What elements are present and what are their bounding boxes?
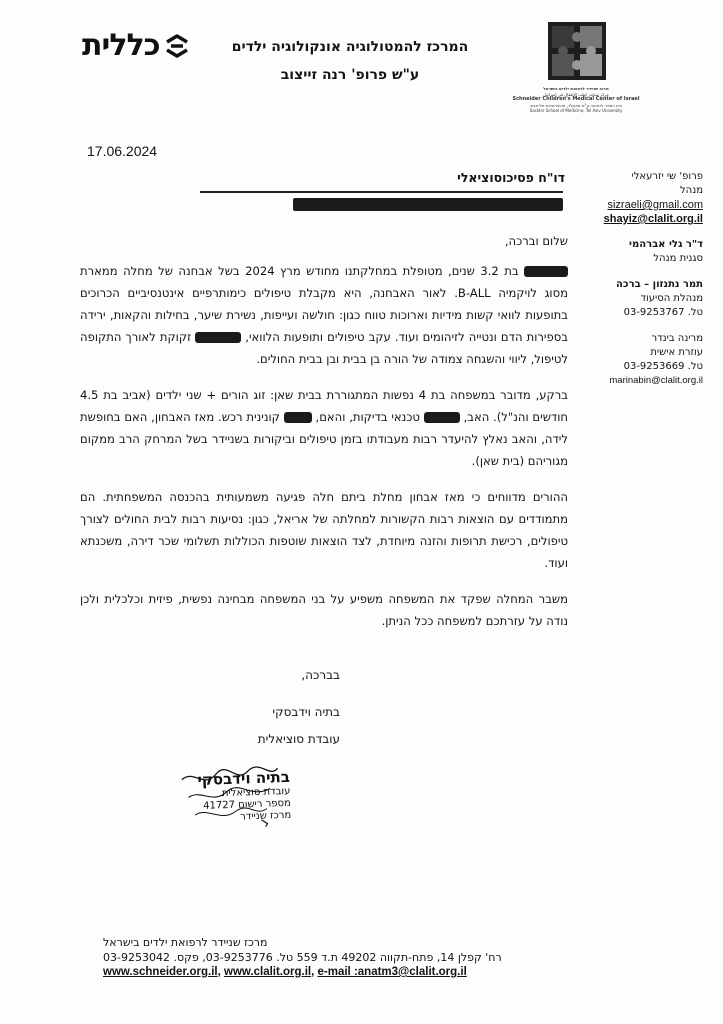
paragraph-diagnosis: [80, 260, 568, 370]
paragraph-finances: ההורים מדווחים כי מאז אבחון מחלת ביתם חלה פגיעה משמעותית בהכנסה המשפחתית. הם מתמודדים עם הוצאות רבות הקשורות למחלתה של אריאל, כגון: נסיעות רבות לבית החולים לצורך טיפולים, רכישת תרופות והזנה מיוחדת, לצד הוצאות שוטפות הכוללות תשלומי שכר דירה, משכנתא ועוד.: [80, 490, 568, 570]
nurse-phone: טל. 03-9253767: [623, 307, 703, 318]
puzzle-icon: [548, 22, 606, 80]
greeting: שלום וברכה,: [504, 234, 568, 248]
director-name: פרופ' שי יזרעאלי: [631, 171, 703, 182]
sidebar-assistant: [585, 332, 703, 388]
staff-sidebar: [585, 170, 703, 400]
footer-email[interactable]: e-mail :anatm3@clalit.org.il: [317, 966, 467, 978]
department-title-line2: ע"ש פרופ' רנה זייצוב: [280, 67, 420, 83]
redaction-mother-name: [284, 412, 312, 423]
letter-footer: [103, 935, 523, 980]
sidebar-director: [585, 170, 703, 226]
subject-underline: [200, 191, 563, 193]
schneider-logo-caption: [510, 86, 642, 114]
letter-date: 17.06.2024: [87, 143, 158, 159]
schneider-caption-affiliation-he: בית הספר לרפואה ע"ש סאקלר, אוניברסיטת תל-אביב: [529, 102, 622, 108]
paragraph-request: משבר המחלה שפקד את המשפחה משפיע על בני המשפחה מבחינה נפשית, פיזית וכלכלית ולכן נודה על עזרתכם למשפחה ככל הניתן.: [80, 592, 568, 628]
social-worker-stamp: [164, 768, 293, 852]
footer-address: רח' קפלן 14, פתח-תקווה 49202 ת.ד 559 טל. 03-9253776, פקס. 03-9253042: [103, 951, 502, 964]
signer-name: בתיה וידבסקי: [272, 705, 340, 719]
clalit-logo-text: כללית: [82, 28, 160, 63]
department-title-line1: המרכז להמטולוגיה אונקולוגיה ילדים: [231, 39, 469, 55]
clalit-logo: [82, 28, 190, 63]
sidebar-nursing: [585, 278, 703, 320]
signer-title: עובדת סוציאלית: [257, 732, 340, 746]
stamp-name: בתיה וידבסקי: [197, 767, 291, 790]
redaction-father-name: [424, 412, 460, 423]
footer-link-clalit[interactable]: www.clalit.org.il: [224, 966, 312, 978]
subject-redaction: [293, 198, 563, 211]
schneider-caption-affiliation-en: Sackler School of Medicine, Tel Aviv University: [529, 108, 623, 113]
letter-subject: [200, 165, 565, 191]
redaction-child-name-2: [195, 332, 241, 343]
nurse-name: תמר נתנזון – ברכה: [616, 279, 703, 290]
paragraph-background: [80, 384, 568, 472]
assistant-email[interactable]: marinabin@clalit.org.il: [609, 375, 703, 386]
director-role: מנהל: [679, 185, 703, 196]
assistant-name: מרינה בינדר: [651, 333, 703, 344]
deputy-role: סגנית מנהל: [653, 253, 703, 264]
paragraph-background-a: ברקע, מדובר במשפחה בת 4 נפשות המתגוררת בבית שאן: זוג הורים + שני ילדים (אביב בת 4.5 חודשים והנ"ל). האב,: [80, 388, 568, 424]
paragraph-diagnosis-b: זקוקת לאורך התקופה לטיפול, ליווי והשגחה צמודה של הורה בן בבית ובן בבית החולים.: [80, 330, 568, 366]
footer-link-schneider[interactable]: www.schneider.org.il: [103, 966, 218, 978]
deputy-name: ד"ר גלי אברהמי: [629, 239, 703, 250]
signature-scribble: [173, 764, 285, 830]
schneider-puzzle-logo: [548, 22, 606, 80]
department-title: [220, 33, 480, 89]
schneider-caption-hebrew: מרכז שניידר לרפואת ילדים בישראל: [543, 86, 609, 91]
stamp-center: מרכז שניידר: [240, 809, 292, 823]
assistant-phone: טל. 03-9253669: [623, 361, 703, 372]
footer-links: www.schneider.org.il, www.clalit.org.il, e-mail :anatm3@clalit.org.il: [103, 966, 467, 978]
closing-regards: בברכה,: [301, 668, 340, 682]
stamp-license: מספר רישום 41727: [202, 797, 291, 812]
footer-org: מרכז שניידר לרפואת ילדים בישראל: [103, 936, 268, 949]
paragraph-background-b: טכנאי בדיקות, והאם,: [311, 410, 424, 424]
subject-prefix: דו"ח פסיכוסוציאלי: [457, 170, 565, 185]
nurse-role: מנהלת הסיעוד: [640, 293, 703, 304]
director-email-2[interactable]: shayiz@clalit.org.il: [603, 213, 703, 225]
paragraph-background-c: קונינית רכש. מאז האבחון, האם בחופשת לידה, והאב נאלץ להיעדר רבות מעבודתו בזמן טיפולים וביקורות בשניידר בשל המרחק הרב ממקום מגוריהם (בית שאן).: [80, 410, 568, 468]
schneider-caption-arabic: مركز شنايدر لطب الأطفال في اسرائيل: [543, 91, 609, 97]
assistant-role: עוזרת אישית: [650, 347, 703, 358]
stamp-role: עובדת סוציאלית: [221, 785, 291, 800]
sidebar-deputy: [585, 238, 703, 266]
letter-body: [80, 230, 568, 646]
redaction-child-name: [524, 266, 568, 277]
director-email-1[interactable]: sizraeli@gmail.com: [607, 199, 703, 211]
clalit-emblem-icon: [164, 33, 190, 59]
paragraph-diagnosis-a: בת 3.2 שנים, מטופלת במחלקתנו מחודש מרץ 2024 בשל אבחנה של מחלה ממארת מסוג לויקמיה B-ALL. לאור האבחנה, היא מקבלת טיפולים כימותרפיים אינטנסיביים הכרוכים בתופעות לוואי קשות מידיות וארוכות טווח כגון: חולשה ועייפות, נשירת שיער, בחילות והקאות, ירידה בספירות הדם ונטייה לזיהומים ועוד. עקב טיפולים ותופעות הלוואי,: [80, 264, 568, 344]
schneider-caption-english: Schneider Children's Medical Center of Israel: [512, 96, 640, 102]
